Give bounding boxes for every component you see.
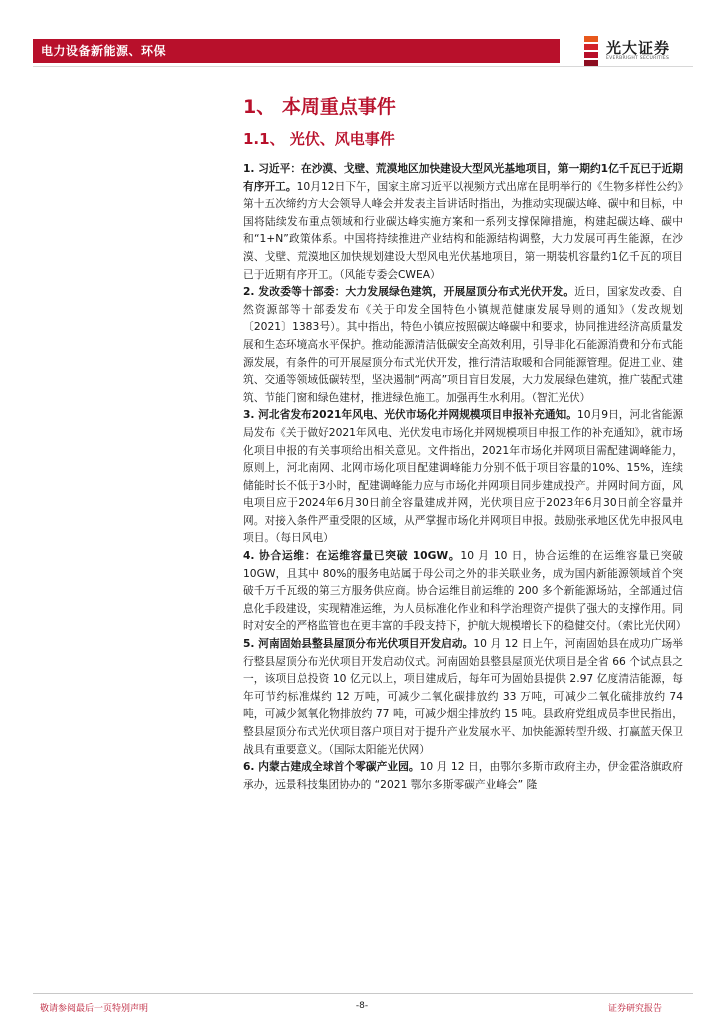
paragraph-lead: 2. 发改委等十部委：大力发展绿色建筑，开展屋顶分布式光伏开发。 xyxy=(243,285,575,299)
company-logo xyxy=(584,34,694,70)
paragraph xyxy=(243,283,683,406)
report-type: 证券研究报告 xyxy=(608,1004,663,1014)
paragraph-body: 10 月 12 日，由鄂尔多斯市政府主办，伊金霍洛旗政府承办，远景科技集团协办的 “2021 鄂尔多斯零碳产业峰会” 隆 xyxy=(243,760,683,791)
paragraph xyxy=(243,160,683,283)
paragraph-body: 10 月 10 日，协合运维的在运维容量已突破 10GW，且其中 80%的服务电站属于母公司之外的非关联业务，成为国内新能源领域首个突破千万千瓦级的第三方服务供应商。协合运维目前运维的 200 多个新能源场站，全部通过信息化手段建设，实现精准运维，为人员标准化作业和科学治理资产提供了强大的支撑作用。同时对安全的严格监管也在更丰富的手段支持下，护航大规模增长下的稳健交付。（索比光伏网） xyxy=(243,549,687,633)
logo-subtext: EVERBRIGHT SECURITIES xyxy=(606,56,670,61)
heading-level-1: 1、 本周重点事件 xyxy=(243,96,396,118)
paragraph-lead: 4. 协合运维：在运维容量已突破 10GW。 xyxy=(243,549,461,563)
logo-text: 光大证券 xyxy=(606,39,671,57)
paragraph xyxy=(243,635,683,758)
paragraph-body: 10 月 12 日上午，河南固始县在成功广场举行整县屋顶分布光伏项目开发启动仪式。河南固始县整县屋顶光伏项目是全省 66 个试点县之一，该项目总投资 10 亿元以上，项目建成后，每年可为固始县提供 2.97 亿度清洁能源，每年可节约标准煤约 12 万吨，可减少二氧化碳排放约 33 万吨，可减少二氧化硫排放约 74 吨，可减少氮氧化物排放约 77 吨，可减少烟尘排放约 15 吨。县政府党组成员李世民指出，整县屋顶分布式光伏项目落户项目对于提升产业发展水平、加快能源转型升级、打赢蓝天保卫战具有重要意义。（国际太阳能光伏网） xyxy=(243,637,683,756)
paragraph-body: 近日，国家发改委、自然资源部等十部委发布《关于印发全国特色小镇规范健康发展导则的通知》（发改规划〔2021〕1383号）。其中指出，特色小镇应按照碳达峰碳中和要求，协同推进经济高质量发展和生态环境高水平保护。推动能源清洁低碳安全高效利用，引导非化石能源消费和分布式能源发展，有条件的可开展屋顶分布式光伏开发，推行清洁取暖和合同能源管理。促进工业、建筑、交通等领域低碳转型，坚决遏制“两高”项目盲目发展，大力发展绿色建筑，推广装配式建筑、节能门窗和绿色建材，推进绿色施工。加强再生水利用。（智汇光伏） xyxy=(243,285,683,404)
paragraph-lead: 5. 河南固始县整县屋顶分布光伏项目开发启动。 xyxy=(243,637,474,651)
main-content xyxy=(243,160,687,793)
paragraph-lead: 1. 习近平：在沙漠、戈壁、荒漠地区加快建设大型风光基地项目，第一期约1亿千瓦已于近期有序开工。 xyxy=(243,162,683,193)
section-label: 电力设备新能源、环保 xyxy=(41,44,167,58)
paragraph-lead: 3. 河北省发布2021年风电、光伏市场化并网规模项目申报补充通知。 xyxy=(243,408,577,422)
paragraph-body: 10月12日下午，国家主席习近平以视频方式出席在昆明举行的《生物多样性公约》第十五次缔约方大会领导人峰会并发表主旨讲话时指出，为推动实现碳达峰、碳中和目标，中国将陆续发布重点领域和行业碳达峰实施方案和一系列支撑保障措施，构建起碳达峰、碳中和“1+N”政策体系。中国将持续推进产业结构和能源结构调整，大力发展可再生能源，在沙漠、戈壁、荒漠地区加快规划建设大型风电光伏基地项目，第一期装机容量约1亿千瓦的项目已于近期有序开工。（风能专委会CWEA） xyxy=(243,179,683,281)
header-divider xyxy=(33,66,693,67)
paragraph-body: 10月9日，河北省能源局发布《关于做好2021年风电、光伏发电市场化并网规模项目申报工作的补充通知》，就市场化项目申报的有关事项给出相关意见。文件指出，2021年市场化并网项目需配建调峰能力，原则上，河北南网、北网市场化项目配建调峰能力分别不低于项目容量的10%、15%，连续储能时长不低于3小时，配建调峰能力应与市场化并网项目同步建成投产。并网时间方面，风电项目应于2024年6月30日前全容量建成并网，光伏项目应于2023年6月30日前全容量并网。对接入条件严重受限的区域，从严掌握市场化并网项目申报。鼓励张承地区优先申报风电项目。（每日风电） xyxy=(243,408,684,545)
paragraph xyxy=(243,547,687,635)
paragraph-lead: 6. 内蒙古建成全球首个零碳产业园。 xyxy=(243,760,420,774)
header-band xyxy=(33,39,560,63)
footer-divider xyxy=(33,993,693,994)
heading-level-2: 1.1、 光伏、风电事件 xyxy=(243,130,395,148)
page-number: -8- xyxy=(355,1001,369,1011)
logo-mark-icon xyxy=(584,36,602,68)
disclaimer-note: 敬请参阅最后一页特别声明 xyxy=(40,1004,149,1014)
paragraph xyxy=(243,758,683,793)
paragraph xyxy=(243,406,683,547)
